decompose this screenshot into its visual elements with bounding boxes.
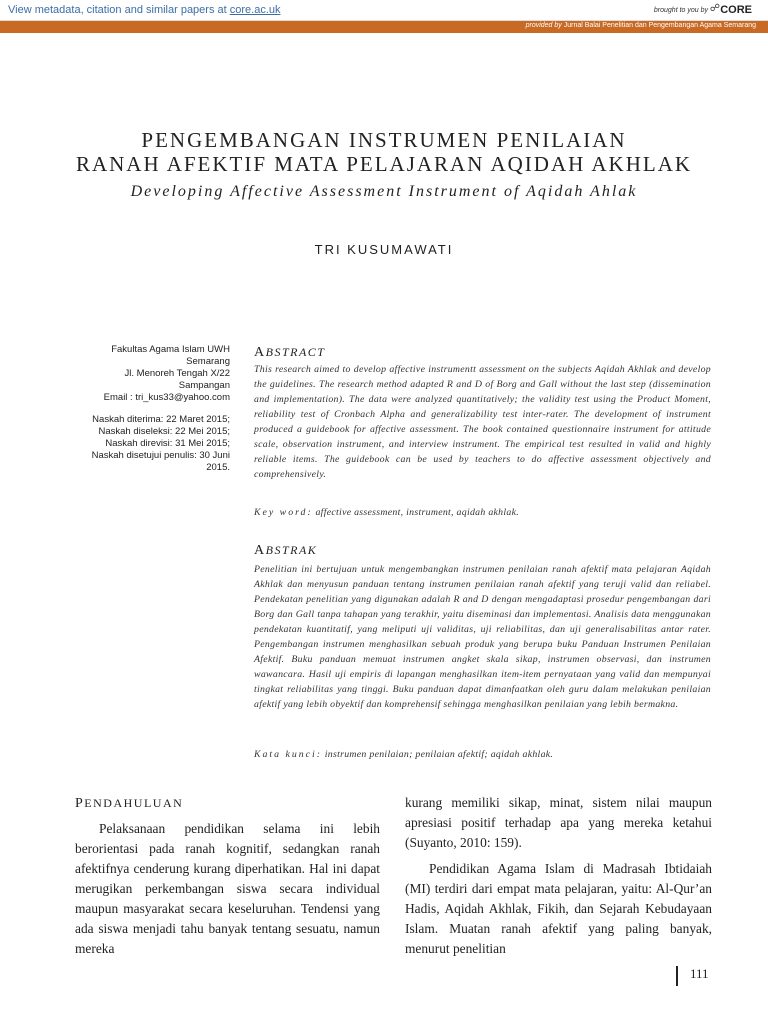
brought-by-text: brought to you by (653, 7, 708, 14)
page-number: 111 (690, 966, 709, 981)
left-column (75, 819, 380, 965)
page-number-bar (676, 966, 678, 986)
provider-text[interactable]: provided by Jurnal Balai Penelitian dan Pengembangan Agama Semarang (525, 22, 756, 29)
keywords-id: Kata kunci: instrumen penilaian; penilaian afektif; aqidah akhlak. (254, 749, 554, 760)
core-logo-icon: ☍ (709, 3, 720, 14)
subtitle: Developing Affective Assessment Instrument of Aqidah Ahlak (130, 183, 638, 200)
affiliation-line: Jl. Menoreh Tengah X/22 (124, 368, 230, 379)
author: TRI KUSUMAWATI (314, 242, 454, 257)
core-banner (0, 0, 768, 21)
affiliation-email: Email : tri_kus33@yahoo.com (103, 392, 230, 403)
title-line-1: PENGEMBANGAN INSTRUMEN PENILAIAN (141, 128, 627, 152)
date-line: Naskah diseleksi: 22 Mei 2015; (98, 426, 230, 437)
affiliation-line: Fakultas Agama Islam UWH (111, 344, 230, 355)
abstract-id-text: Penelitian ini bertujuan untuk mengembangkan instrumen penilaian ranah afektif mata pelajaran Aqidah Akhlak dan menyusun panduan tentang instrumen penilaian ranah afektif yang teruji valid dan reliabel. Pendekatan penelitian yang digunakan adalah R and D dengan mengadaptasi prosedur pengembangan dari Borg dan Gall tanpa tahapan yang terakhir, yaitu diseminasi dan implementasi. Analisis data menggunakan pendekatan kuantitatif, yang meliputi uji validitas, uji reliabilitas, dan uji generalisabilitas antar rater. Pengembangan instrumen menghasilkan sebuah produk yang berupa buku Panduan Instrumen Penilaian Afektif. Buku panduan memuat instrumen angket skala sikap, instrumen observasi, dan instrumen wawancara. Hasil uji empiris di lapangan menghasilkan item-item pernyataan yang valid dan mempunyai tingkat reliabilitas yang tinggi. Buku panduan dapat dimanfaatkan oleh guru dalam melakukan penilaian afektif yang lebih obyektif dan komprehensif sehingga menghasilkan penilaian yang lebih bermakna. (254, 564, 711, 710)
keywords-en: Key word: affective assessment, instrument, aqidah akhlak. (254, 507, 519, 518)
date-line: Naskah disetujui penulis: 30 Juni (91, 450, 230, 461)
core-link[interactable]: core.ac.uk (229, 4, 281, 16)
abstract-id-heading: ABSTRAK (254, 543, 318, 558)
section-heading-pendahuluan: PENDAHULUAN (75, 796, 184, 811)
core-logo-text[interactable]: CORE (720, 4, 752, 16)
date-line: Naskah diterima: 22 Maret 2015; (92, 414, 230, 425)
title-line-2: RANAH AFEKTIF MATA PELAJARAN AQIDAH AKHLAK (75, 152, 693, 176)
abstract-en-heading: ABSTRACT (254, 345, 326, 360)
paragraph: Pendidikan Agama Islam di Madrasah Ibtidaiah (MI) terdiri dari empat mata pelajaran, yaitu: Al-Qur’an Hadis, Aqidah Akhlak, Fikih, dan Sejarah Kebudayaan Islam. Muatan ranah afektif yang paling banyak, menurut penelitian (405, 861, 712, 956)
paragraph: kurang memiliki sikap, minat, sistem nilai maupun apresiasi positif terhadap apa yang mereka ketahui (Suyanto, 2010: 159). (405, 795, 712, 850)
paragraph: Pelaksanaan pendidikan selama ini lebih berorientasi pada ranah kognitif, sedangkan ranah afektifnya cenderung kurang diperhatikan. Hal ini dapat merugikan perkembangan siswa secara individual maupun masyarakat secara keseluruhan. Tendensi yang ada siswa menjadi tahu banyak tentang sesuatu, namun mereka (75, 821, 380, 956)
date-line: Naskah direvisi: 31 Mei 2015; (105, 438, 230, 449)
affiliation-line: Semarang (186, 356, 230, 367)
date-line: 2015. (206, 462, 230, 473)
metadata-link-text: View metadata, citation and similar papers at core.ac.uk (8, 4, 281, 16)
right-column (405, 793, 712, 965)
affiliation-line: Sampangan (178, 380, 230, 391)
provider-bar (0, 21, 768, 33)
abstract-en-text: This research aimed to develop affective instrumentt assessment on the subjects Aqidah Akhlak and develop the guidelines. The research method adapted R and D of Borg and Gall without the last step (dissemination and implementation). The data were analyzed quantitatively; the validity test using the Product Moment, reliability test of Cronbach Alpha and generalizability test inter-rater. The development of instrument produced a guidebook for affective assessment. The book contained questionnaire instrument for attitude scale, observation instrument, and interview instrument. The empirical test resulted in valid and highly reliable items. The guidebook can be used by teachers to do affective assessment objectively and comprehensively. (254, 364, 711, 480)
affiliation-block (80, 344, 230, 474)
